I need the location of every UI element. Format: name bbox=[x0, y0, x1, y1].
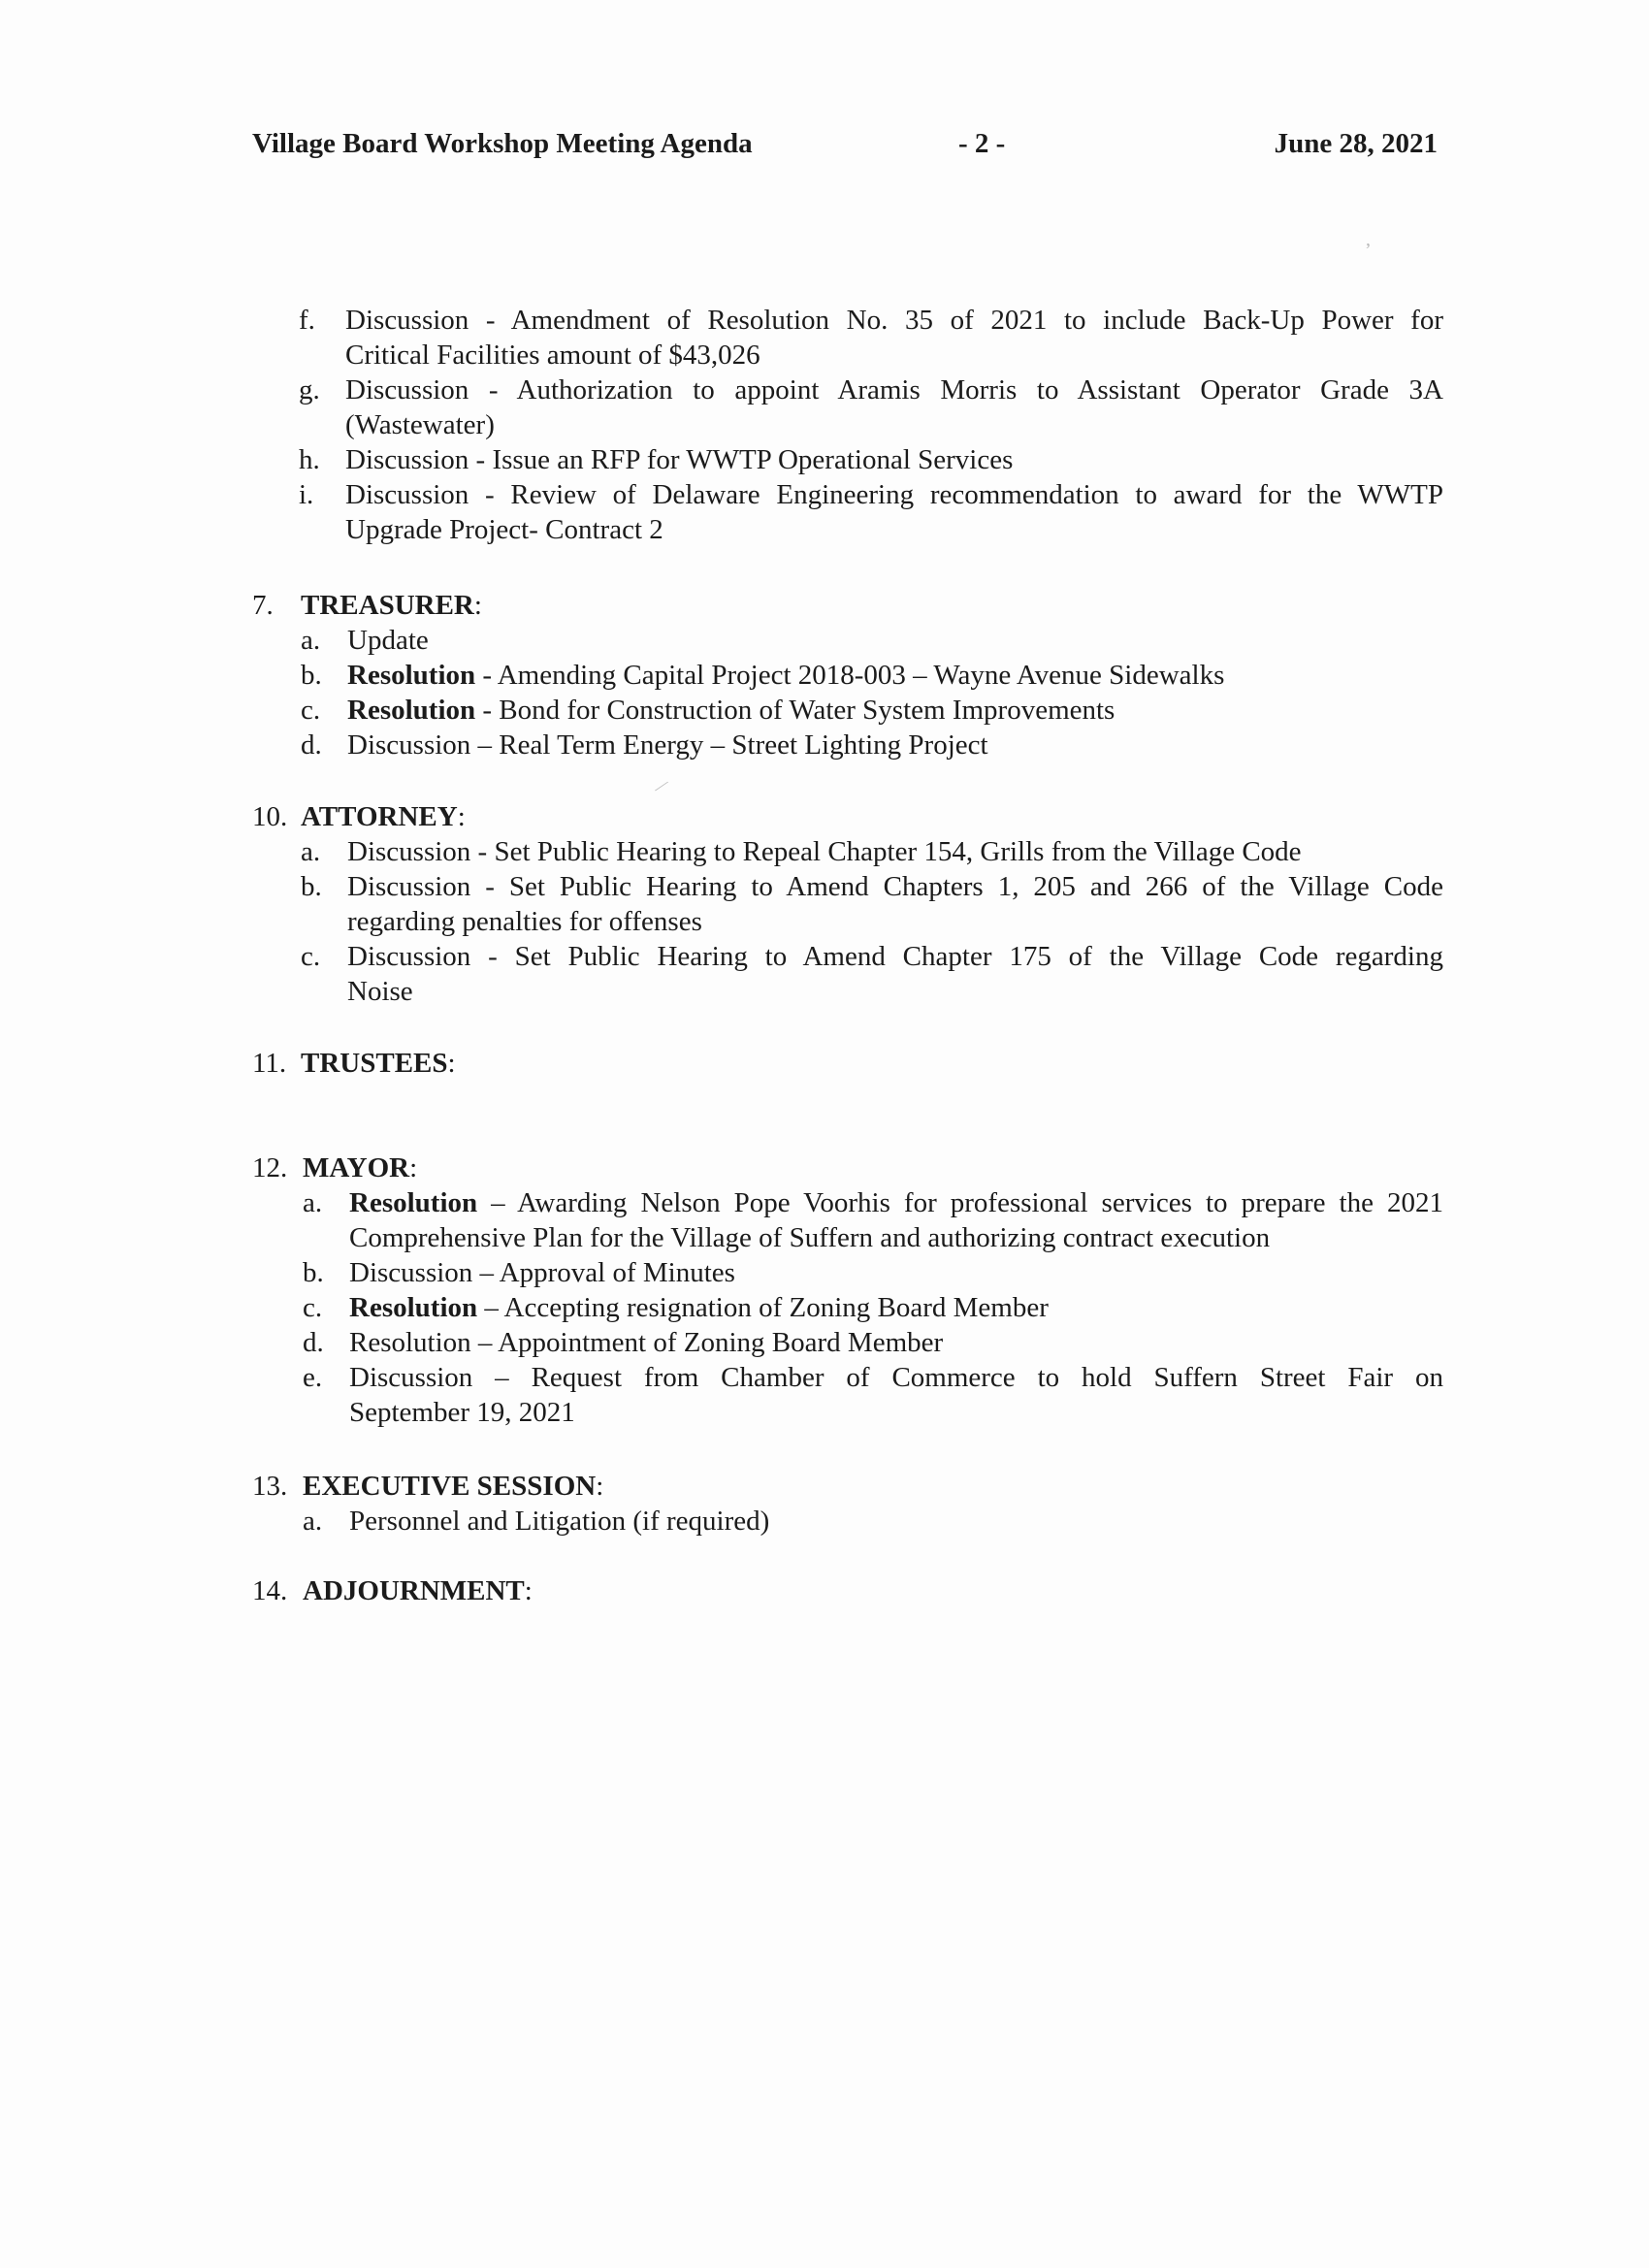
list-item bbox=[303, 1290, 1443, 1325]
section-heading bbox=[252, 1150, 1443, 1185]
item-text-cont: Comprehensive Plan for the Village of Suffern and authorizing contract execution bbox=[349, 1222, 1271, 1253]
item-text: - Bond for Construction of Water System Improvements bbox=[475, 695, 1116, 726]
section-colon: : bbox=[447, 1048, 456, 1079]
list-item bbox=[303, 1360, 1443, 1430]
item-letter: a. bbox=[303, 1506, 323, 1537]
item-text-cont: Upgrade Project- Contract 2 bbox=[345, 514, 663, 545]
item-letter: c. bbox=[301, 941, 321, 972]
section-trustees bbox=[252, 1046, 1443, 1081]
item-letter: c. bbox=[301, 695, 321, 726]
item-text: - Amending Capital Project 2018-003 – Wayne Avenue Sidewalks bbox=[475, 660, 1225, 691]
item-text: Discussion – Real Term Energy – Street Lighting Project bbox=[347, 729, 988, 761]
item-bold: Resolution bbox=[347, 660, 476, 691]
item-letter: h. bbox=[299, 444, 320, 475]
item-letter: c. bbox=[303, 1292, 323, 1323]
continued-items bbox=[299, 303, 1443, 547]
item-text: Discussion - Amendment of Resolution No. 35 of 2021 to include Back-Up Power for bbox=[345, 305, 1443, 336]
section-executive-session bbox=[252, 1469, 1443, 1539]
item-letter: e. bbox=[303, 1362, 323, 1393]
item-bold: Resolution bbox=[349, 1187, 478, 1218]
page-header bbox=[252, 128, 1438, 167]
list-item bbox=[299, 442, 1443, 477]
section-adjournment bbox=[252, 1573, 1443, 1608]
section-number: 7. bbox=[252, 590, 274, 621]
list-item bbox=[301, 939, 1443, 1009]
item-bold: Resolution bbox=[349, 1292, 478, 1323]
section-title: ATTORNEY bbox=[301, 801, 458, 832]
section-number: 14. bbox=[252, 1575, 288, 1606]
section-title: MAYOR bbox=[303, 1152, 410, 1183]
item-letter: b. bbox=[301, 660, 322, 691]
item-text: Discussion - Set Public Hearing to Amend Chapter 175 of the Village Code regarding bbox=[347, 941, 1443, 972]
scan-speck: , bbox=[1366, 229, 1371, 250]
item-text-cont: Noise bbox=[347, 976, 413, 1007]
item-text: Personnel and Litigation (if required) bbox=[349, 1506, 770, 1537]
list-item bbox=[303, 1504, 1443, 1539]
section-heading bbox=[252, 799, 1443, 834]
section-number: 11. bbox=[252, 1048, 287, 1079]
section-title: ADJOURNMENT bbox=[303, 1575, 525, 1606]
item-text-cont: regarding penalties for offenses bbox=[347, 906, 702, 937]
section-mayor bbox=[252, 1150, 1443, 1430]
section-title: TREASURER bbox=[301, 590, 474, 621]
item-text-cont: (Wastewater) bbox=[345, 409, 495, 440]
item-letter: a. bbox=[303, 1187, 323, 1218]
item-text: Discussion - Set Public Hearing to Amend Chapters 1, 205 and 266 of the Village Code bbox=[347, 871, 1443, 902]
page-number: - 2 - bbox=[958, 128, 1006, 159]
item-letter: f. bbox=[299, 305, 315, 336]
item-text: – Accepting resignation of Zoning Board Member bbox=[477, 1292, 1049, 1323]
item-letter: b. bbox=[303, 1257, 324, 1288]
item-letter: a. bbox=[301, 625, 321, 656]
section-title: EXECUTIVE SESSION bbox=[303, 1471, 597, 1502]
section-title: TRUSTEES bbox=[301, 1048, 448, 1079]
item-letter: a. bbox=[301, 836, 321, 867]
list-item bbox=[303, 1185, 1443, 1255]
list-item bbox=[303, 1255, 1443, 1290]
section-attorney bbox=[252, 799, 1443, 1009]
list-item bbox=[301, 834, 1443, 869]
item-letter: d. bbox=[303, 1327, 324, 1358]
section-heading bbox=[252, 588, 1443, 623]
section-number: 10. bbox=[252, 801, 288, 832]
item-text: Discussion – Request from Chamber of Commerce to hold Suffern Street Fair on bbox=[349, 1362, 1443, 1393]
item-letter: b. bbox=[301, 871, 322, 902]
list-item bbox=[301, 728, 1443, 762]
item-letter: g. bbox=[299, 374, 320, 405]
list-item bbox=[301, 623, 1443, 658]
item-text: Resolution – Appointment of Zoning Board Member bbox=[349, 1327, 944, 1358]
section-heading bbox=[252, 1046, 1443, 1081]
item-bold: Resolution bbox=[347, 695, 476, 726]
item-text: Discussion – Approval of Minutes bbox=[349, 1257, 735, 1288]
list-item bbox=[299, 477, 1443, 547]
item-text: – Awarding Nelson Pope Voorhis for professional services to prepare the 2021 bbox=[477, 1187, 1443, 1218]
meeting-date: June 28, 2021 bbox=[1274, 128, 1438, 159]
list-item bbox=[301, 693, 1443, 728]
list-item bbox=[299, 373, 1443, 442]
section-colon: : bbox=[409, 1152, 418, 1183]
section-number: 12. bbox=[252, 1152, 288, 1183]
item-text: Discussion - Review of Delaware Engineering recommendation to award for the WWTP bbox=[345, 479, 1443, 510]
section-heading bbox=[252, 1469, 1443, 1504]
scan-speck: ⁄ bbox=[656, 776, 667, 797]
item-text: Discussion - Set Public Hearing to Repeal Chapter 154, Grills from the Village Code bbox=[347, 836, 1302, 867]
list-item bbox=[303, 1325, 1443, 1360]
list-item bbox=[301, 658, 1443, 693]
item-text: Discussion - Issue an RFP for WWTP Operational Services bbox=[345, 444, 1014, 475]
section-heading bbox=[252, 1573, 1443, 1608]
item-letter: i. bbox=[299, 479, 314, 510]
section-colon: : bbox=[473, 590, 482, 621]
item-text: Discussion - Authorization to appoint Aramis Morris to Assistant Operator Grade 3A bbox=[345, 374, 1443, 405]
section-colon: : bbox=[457, 801, 466, 832]
item-text: Update bbox=[347, 625, 429, 656]
item-text-cont: Critical Facilities amount of $43,026 bbox=[345, 340, 760, 371]
item-letter: d. bbox=[301, 729, 322, 761]
section-number: 13. bbox=[252, 1471, 288, 1502]
section-treasurer bbox=[252, 588, 1443, 762]
section-colon: : bbox=[596, 1471, 604, 1502]
list-item bbox=[301, 869, 1443, 939]
document-title: Village Board Workshop Meeting Agenda bbox=[252, 128, 753, 159]
item-text-cont: September 19, 2021 bbox=[349, 1397, 575, 1428]
list-item bbox=[299, 303, 1443, 373]
section-colon: : bbox=[524, 1575, 533, 1606]
